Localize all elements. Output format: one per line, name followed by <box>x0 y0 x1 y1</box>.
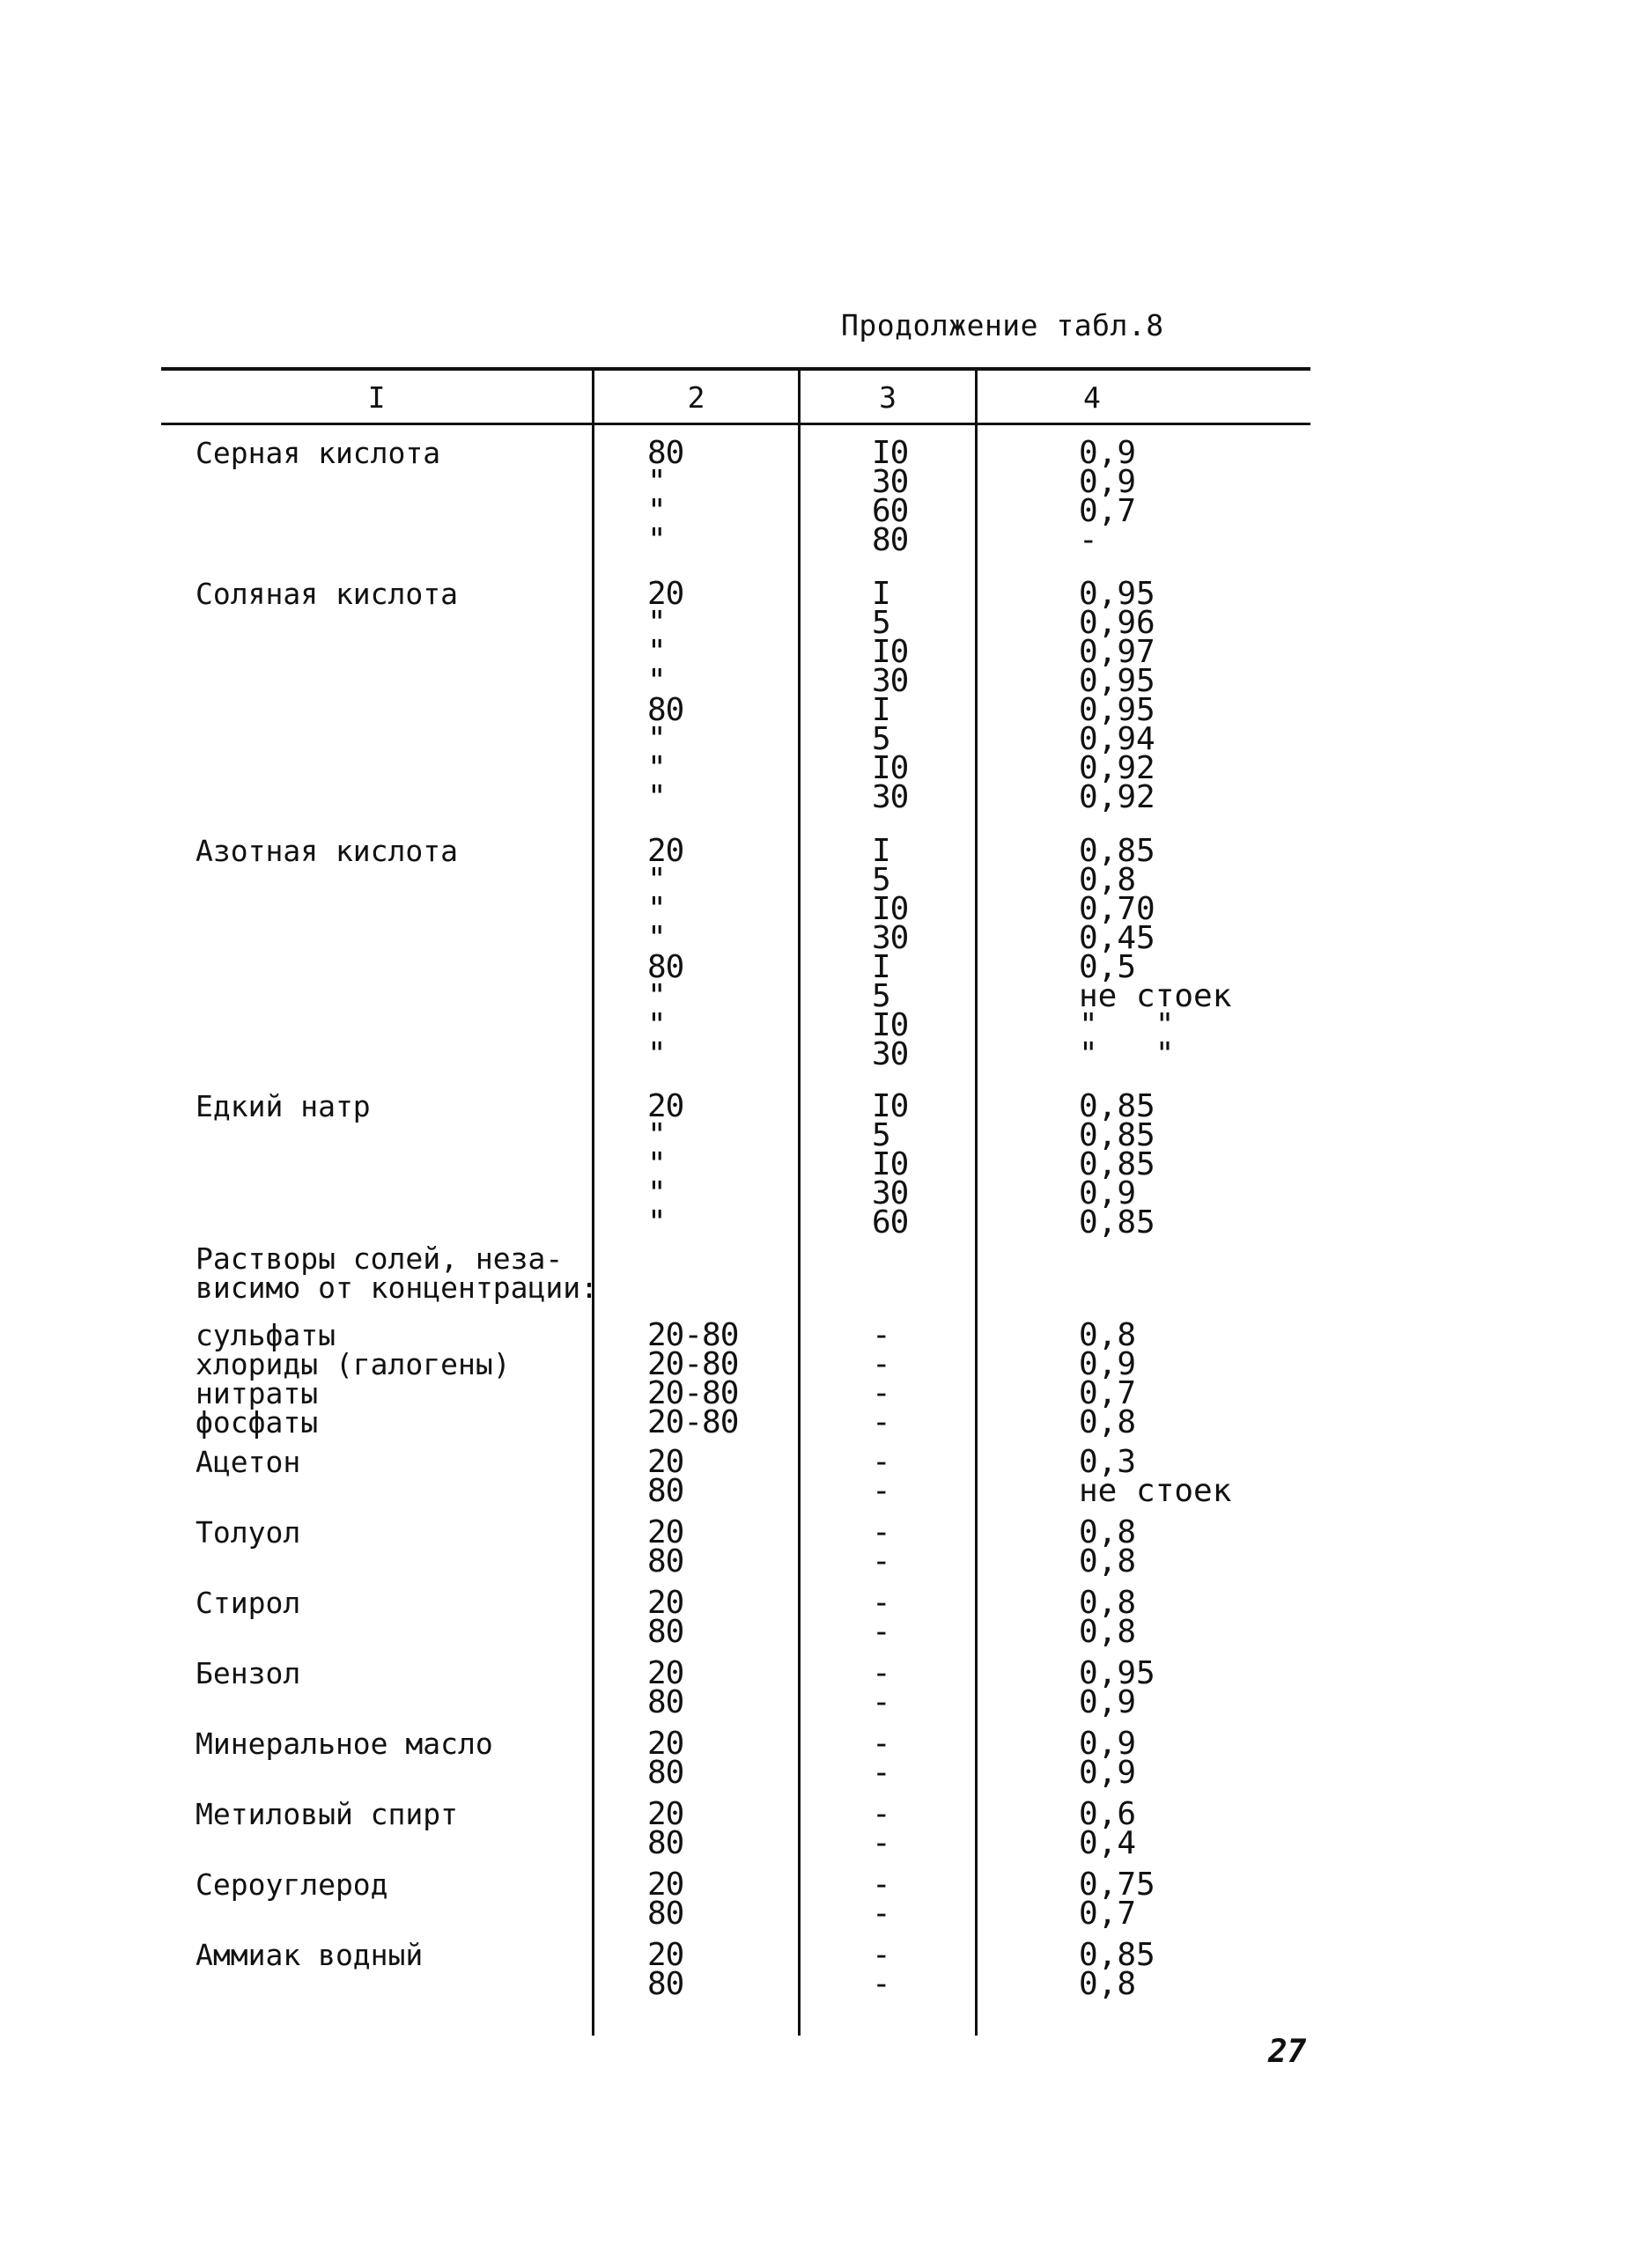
resistance-coefficient-cell <box>1079 1867 1155 1932</box>
table-cell-line: - <box>872 1444 890 1480</box>
table-cell-line: 0,9 <box>1079 1175 1137 1211</box>
table-cell-line: " <box>647 1036 666 1072</box>
medium-name <box>196 1586 592 1620</box>
table-cell-line: 0,9 <box>1079 1726 1137 1762</box>
table-cell-line: - <box>872 1585 890 1621</box>
table-cell-line: 20-80 <box>647 1346 739 1382</box>
table-cell-line: 0,85 <box>1079 1937 1155 1973</box>
medium-name <box>196 1445 592 1479</box>
concentration-cell <box>872 1514 890 1580</box>
concentration-cell <box>872 1585 890 1650</box>
table-cell-line: - <box>872 1726 890 1762</box>
table-cell-line: 0,95 <box>1079 663 1155 699</box>
table-cell-line: 0,9 <box>1079 464 1137 500</box>
table-cell-line: " <box>647 978 666 1014</box>
table-cell-line: 20 <box>647 1796 684 1832</box>
table-cell-line: I0 <box>872 1088 909 1124</box>
column-header-3: 3 <box>879 380 897 415</box>
table-cell-line: I <box>872 833 890 869</box>
temperature-cell <box>647 1796 684 1861</box>
table-cell-line: " <box>647 493 666 529</box>
temperature-cell <box>647 1937 684 2002</box>
concentration-cell <box>872 1796 890 1861</box>
table-cell-line: " <box>647 605 666 641</box>
table-cell-line: 0,85 <box>1079 833 1155 869</box>
temperature-cell <box>647 1655 684 1720</box>
table-cell-line: 0,70 <box>1079 891 1155 927</box>
column-header-1: I <box>367 380 386 415</box>
table-cell-line: 80 <box>647 1755 684 1791</box>
table-cell-line: 0,8 <box>1079 1585 1137 1621</box>
table-cell-line: I0 <box>872 1007 909 1043</box>
column-header-4: 4 <box>1083 380 1101 415</box>
table-cell-line: 80 <box>647 1543 684 1580</box>
table-cell-line: 20-80 <box>647 1317 739 1353</box>
table-cell-line: 0,8 <box>1079 1317 1137 1353</box>
concentration-cell <box>872 1444 890 1509</box>
column-header-2: 2 <box>687 380 705 415</box>
table-cell-line: 0,85 <box>1079 1088 1155 1124</box>
table-cell-line: Соляная кислота <box>196 577 459 611</box>
table-cell-line: " <box>647 891 666 927</box>
table-cell-line: - <box>872 1346 890 1382</box>
table-cell-line: " <box>647 1146 666 1182</box>
table-cell-line: Ацетон <box>196 1445 301 1479</box>
table-cell-line: Бензол <box>196 1656 301 1690</box>
table-cell-line: 30 <box>872 663 909 699</box>
table-cell-line: 0,3 <box>1079 1444 1137 1480</box>
table-cell-line: " <box>647 634 666 670</box>
table-cell-line: " " <box>1079 1007 1175 1043</box>
temperature-cell <box>647 1726 684 1791</box>
table-cell-line: 80 <box>647 1684 684 1720</box>
table-cell-line: 20 <box>647 576 684 612</box>
table-cell-line: 0,7 <box>1079 1896 1137 1932</box>
table-cell-line: " <box>647 750 666 786</box>
table-cell-line: I <box>872 692 890 728</box>
medium-name <box>196 577 592 611</box>
medium-name <box>196 1797 592 1831</box>
resistance-coefficient-cell <box>1079 576 1155 815</box>
table-cell-line: - <box>872 1796 890 1832</box>
resistance-coefficient-cell <box>1079 1444 1232 1509</box>
table-cell-line: 0,4 <box>1079 1825 1137 1861</box>
table-cell-line: 20-80 <box>647 1375 739 1411</box>
table-cell-line: 20 <box>647 1867 684 1903</box>
table-cell-line: 5 <box>872 1117 890 1153</box>
table-cell-line: I0 <box>872 891 909 927</box>
concentration-cell <box>872 1867 890 1932</box>
table-cell-line: 5 <box>872 605 890 641</box>
table-cell-line: 0,95 <box>1079 1655 1155 1691</box>
table-cell-line: - <box>1079 522 1098 558</box>
table-cell-line: I0 <box>872 634 909 670</box>
table-cell-line: - <box>872 1937 890 1973</box>
table-cell-line: - <box>872 1543 890 1580</box>
table-cell-line: " <box>647 920 666 956</box>
table-cell-line: 0,97 <box>1079 634 1155 670</box>
concentration-cell <box>872 435 909 558</box>
table-cell-line: 20 <box>647 1937 684 1973</box>
table-cell-line: " <box>647 663 666 699</box>
table-cell-line: 20 <box>647 1726 684 1762</box>
medium-name <box>196 834 592 868</box>
table-cell-line: 0,94 <box>1079 721 1155 757</box>
table-cell-line: 30 <box>872 1175 909 1211</box>
table-cell-line: Серная кислота <box>196 436 441 470</box>
table-cell-line: Толуол <box>196 1515 301 1550</box>
table-cell-line: нитраты <box>196 1376 319 1410</box>
resistance-coefficient-cell <box>1079 435 1137 558</box>
medium-name <box>196 1515 592 1550</box>
table-cell-line: - <box>872 1614 890 1650</box>
table-cell-line: - <box>872 1473 890 1509</box>
table-cell-line: 0,6 <box>1079 1796 1137 1832</box>
medium-name <box>196 438 592 468</box>
table-cell-line: 0,92 <box>1079 779 1155 815</box>
table-cell-line: 0,75 <box>1079 1867 1155 1903</box>
table-cell-line: 80 <box>647 435 684 471</box>
table-cell-line: " <box>647 779 666 815</box>
table-cell-line: I0 <box>872 750 909 786</box>
table-cell-line: 80 <box>647 1473 684 1509</box>
table-cell-line: 0,95 <box>1079 576 1155 612</box>
table-cell-line: - <box>872 1896 890 1932</box>
table-cell-line: фосфаты <box>196 1405 319 1440</box>
table-cell-line: 80 <box>647 1896 684 1932</box>
table-cell-line: 0,9 <box>1079 1684 1137 1720</box>
table-cell-line: 0,95 <box>1079 692 1155 728</box>
table-cell-line: 30 <box>872 779 909 815</box>
table-cell-line: 5 <box>872 978 890 1014</box>
table-cell-line: 0,85 <box>1079 1146 1155 1182</box>
table-cell-line: Метиловый спирт <box>196 1797 459 1831</box>
table-cell-line: 0,45 <box>1079 920 1155 956</box>
resistance-coefficient-cell <box>1079 833 1232 1072</box>
table-cell-line: 60 <box>872 1204 909 1241</box>
table-cell-line: " <box>647 721 666 757</box>
concentration-cell <box>872 1088 909 1241</box>
temperature-cell <box>647 1514 684 1580</box>
temperature-cell <box>647 1444 684 1509</box>
table-cell-line: - <box>872 1825 890 1861</box>
table-cell-line: не стоек <box>1079 1473 1232 1509</box>
concentration-cell <box>872 576 909 815</box>
temperature-cell <box>647 435 684 558</box>
table-cell-line: 0,8 <box>1079 1966 1137 2002</box>
medium-name <box>196 1940 592 1970</box>
table-cell-line: - <box>872 1514 890 1550</box>
table-cell-line: 20-80 <box>647 1404 739 1440</box>
table-cell-line: I0 <box>872 435 909 471</box>
medium-name <box>196 1656 592 1690</box>
table-cell-line: 80 <box>872 522 909 558</box>
resistance-coefficient-cell <box>1079 1317 1137 1440</box>
table-cell-line: 20 <box>647 1585 684 1621</box>
table-cell-line: " " <box>1079 1036 1175 1072</box>
temperature-cell <box>647 576 684 815</box>
table-cell-line: 0,9 <box>1079 1755 1137 1791</box>
resistance-coefficient-cell <box>1079 1655 1155 1720</box>
table-cell-line: 20 <box>647 1514 684 1550</box>
medium-name <box>196 1241 598 1305</box>
resistance-coefficient-cell <box>1079 1796 1137 1861</box>
table-cell-line: " <box>647 1204 666 1241</box>
table-cell-line: 60 <box>872 493 909 529</box>
table-cell-line: 0,9 <box>1079 1346 1137 1382</box>
table-cell-line: 0,9 <box>1079 435 1137 471</box>
table-cell-line: 80 <box>647 949 684 985</box>
medium-name <box>196 1867 592 1902</box>
table-cell-line: 0,5 <box>1079 949 1137 985</box>
table-cell-line: 20 <box>647 1088 684 1124</box>
table-cell-line: 0,8 <box>1079 1404 1137 1440</box>
table-cell-line: 0,7 <box>1079 1375 1137 1411</box>
table-cell-line: " <box>647 464 666 500</box>
table-cell-line: 0,85 <box>1079 1204 1155 1241</box>
table-cell-line: Стирол <box>196 1586 301 1620</box>
table-cell-line: 20 <box>647 1444 684 1480</box>
table-continuation-caption: Продолжение табл.8 <box>841 308 1164 342</box>
table-cell-line: I <box>872 949 890 985</box>
table-cell-line: - <box>872 1375 890 1411</box>
table-cell-line: 0,85 <box>1079 1117 1155 1153</box>
table-cell-line: " <box>647 1117 666 1153</box>
table-cell-line: I <box>872 576 890 612</box>
table-cell-line: 0,96 <box>1079 605 1155 641</box>
table-cell-line: - <box>872 1755 890 1791</box>
table-cell-line: - <box>872 1655 890 1691</box>
table-cell-line: - <box>872 1966 890 2002</box>
table-cell-line: - <box>872 1317 890 1353</box>
temperature-cell <box>647 1088 684 1241</box>
table-cell-line: сульфаты <box>196 1318 336 1352</box>
temperature-cell <box>647 1317 739 1440</box>
concentration-cell <box>872 833 909 1072</box>
table-cell-line: - <box>872 1867 890 1903</box>
resistance-coefficient-cell <box>1079 1937 1155 2002</box>
table-cell-line: Азотная кислота <box>196 834 459 868</box>
table-cell-line: 0,8 <box>1079 1543 1137 1580</box>
table-cell-line: Едкий натр <box>196 1089 371 1123</box>
table-cell-line: Аммиак водный <box>196 1938 424 1972</box>
table-cell-line: 20 <box>647 1655 684 1691</box>
table-cell-line: " <box>647 1175 666 1211</box>
table-cell-line: 30 <box>872 920 909 956</box>
table-cell-line: 5 <box>872 862 890 898</box>
page-number: 27 <box>1268 2034 1307 2070</box>
table-cell-line: 20 <box>647 833 684 869</box>
temperature-cell <box>647 1867 684 1932</box>
resistance-coefficient-cell <box>1079 1514 1137 1580</box>
table-cell-line: 30 <box>872 1036 909 1072</box>
resistance-coefficient-cell <box>1079 1088 1155 1241</box>
table-cell-line: 30 <box>872 464 909 500</box>
table-cell-line: 80 <box>647 692 684 728</box>
table-cell-line: - <box>872 1684 890 1720</box>
medium-name <box>196 1318 592 1440</box>
resistance-coefficient-cell <box>1079 1726 1137 1791</box>
temperature-cell <box>647 1585 684 1650</box>
table-cell-line: 5 <box>872 721 890 757</box>
concentration-cell <box>872 1726 890 1791</box>
table-cell-line: 80 <box>647 1825 684 1861</box>
table-cell-line: 80 <box>647 1966 684 2002</box>
table-cell-line: " <box>647 1007 666 1043</box>
temperature-cell <box>647 833 684 1072</box>
table-cell-line: 0,8 <box>1079 862 1137 898</box>
concentration-cell <box>872 1655 890 1720</box>
table-cell-line: I0 <box>872 1146 909 1182</box>
table-cell-line: 0,92 <box>1079 750 1155 786</box>
table-cell-line: " <box>647 522 666 558</box>
table-cell-line: 0,8 <box>1079 1514 1137 1550</box>
table-cell-line: - <box>872 1404 890 1440</box>
table-cell-line: 0,8 <box>1079 1614 1137 1650</box>
medium-name <box>196 1089 592 1123</box>
concentration-cell <box>872 1317 890 1440</box>
table-cell-line: не стоек <box>1079 978 1232 1014</box>
table-cell-line: Минеральное масло <box>196 1727 493 1761</box>
table-cell-line: 0,7 <box>1079 493 1137 529</box>
table-cell-line: висимо от концентрации: <box>196 1270 598 1305</box>
table-cell-line: Сероуглерод <box>196 1867 388 1902</box>
table-cell-line: хлориды (галогены) <box>196 1347 511 1381</box>
table-cell-line: 80 <box>647 1614 684 1650</box>
medium-name <box>196 1727 592 1761</box>
table-cell-line: " <box>647 862 666 898</box>
resistance-coefficient-cell <box>1079 1585 1137 1650</box>
concentration-cell <box>872 1937 890 2002</box>
table-cell-line: Растворы солей, неза- <box>196 1241 564 1276</box>
